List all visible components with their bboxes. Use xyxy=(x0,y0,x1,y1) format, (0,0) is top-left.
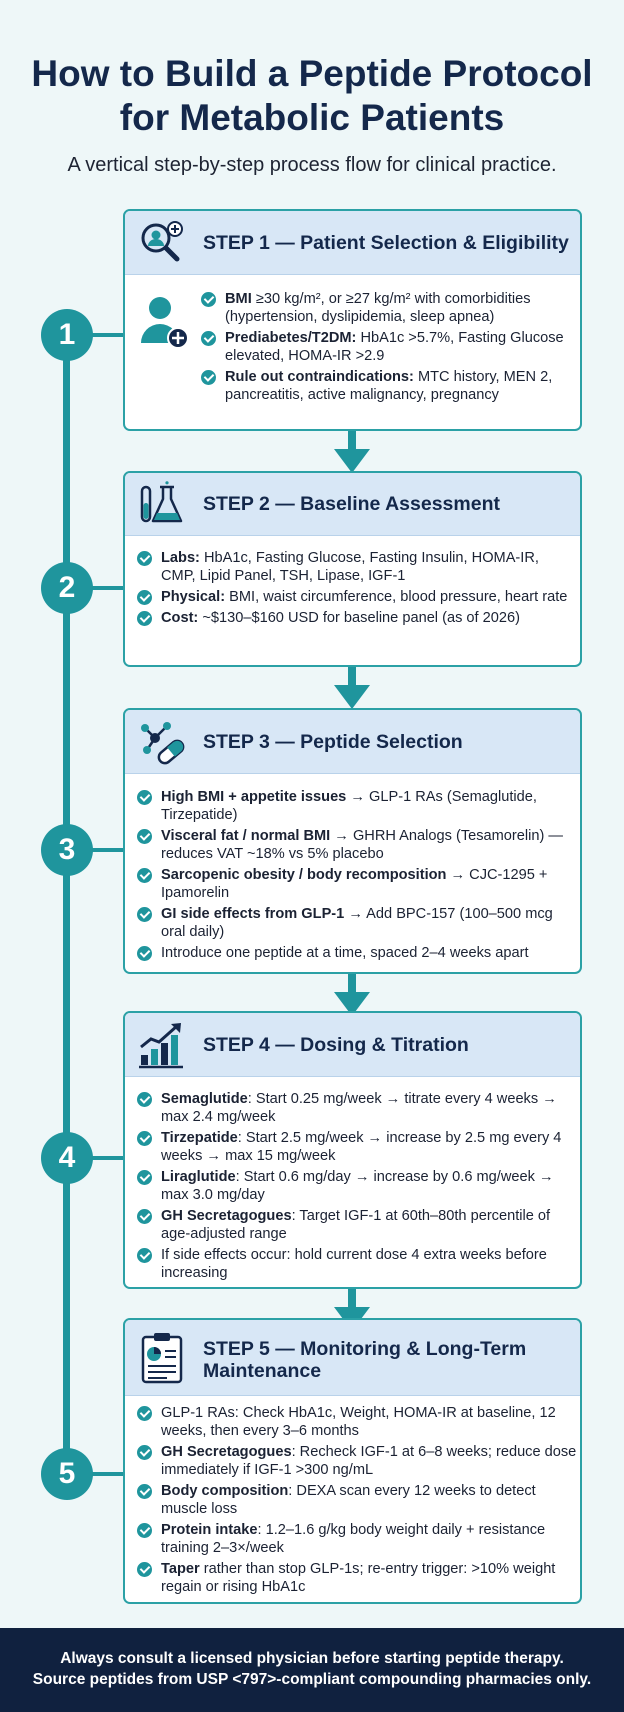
step-5-item-4: Protein intake: 1.2–1.6 g/kg body weight daily + resistance training 2–3×/week xyxy=(137,1521,577,1557)
step-5-item-3: Body composition: DEXA scan every 12 weeks to detect muscle loss xyxy=(137,1482,577,1518)
step-2-number: 2 xyxy=(41,562,93,614)
title-line-1: How to Build a Peptide Protocol xyxy=(31,53,593,94)
footer-line-1: Always consult a licensed physician before starting peptide therapy. xyxy=(60,1650,564,1667)
check-icon xyxy=(137,1523,152,1538)
molecule-capsule-icon xyxy=(137,718,185,766)
step-3-item-3: Sarcopenic obesity / body recomposition → CJC-1295 + Ipamorelin xyxy=(137,866,577,902)
step-2-list xyxy=(137,549,577,630)
step-5-item-2: GH Secretagogues: Recheck IGF-1 at 6–8 weeks; reduce dose immediately if IGF-1 >300 ng/mL xyxy=(137,1443,577,1479)
step-4-number: 4 xyxy=(41,1132,93,1184)
chart-growth-icon xyxy=(137,1021,185,1069)
step-4-title: STEP 4 — Dosing & Titration xyxy=(203,1033,469,1056)
step-1-header xyxy=(125,211,580,275)
check-icon xyxy=(137,907,152,922)
step-1-number: 1 xyxy=(41,309,93,361)
step-3-card xyxy=(123,708,582,974)
step-4-item-1: Semaglutide: Start 0.25 mg/week → titrate every 4 weeks → max 2.4 mg/week xyxy=(137,1090,577,1126)
flow-arrow-2-icon xyxy=(334,667,370,709)
patient-add-icon xyxy=(138,295,190,351)
clipboard-report-icon xyxy=(141,1332,183,1384)
check-icon xyxy=(137,590,152,605)
step-5-card xyxy=(123,1318,582,1604)
step-1-card xyxy=(123,209,582,431)
step-3-header xyxy=(125,710,580,774)
step-5-item-5: Taper rather than stop GLP-1s; re-entry trigger: >10% weight regain or rising HbA1c xyxy=(137,1560,577,1596)
page-subtitle: A vertical step-by-step process flow for clinical practice. xyxy=(67,154,557,176)
step-2-header xyxy=(125,473,580,536)
disclaimer-footer xyxy=(0,1628,624,1712)
step-4-item-2: Tirzepatide: Start 2.5 mg/week → increase by 2.5 mg every 4 weeks → max 15 mg/week xyxy=(137,1129,577,1165)
page-title xyxy=(0,52,624,140)
step-5-number: 5 xyxy=(41,1448,93,1500)
check-icon xyxy=(137,790,152,805)
flow-arrow-1-icon xyxy=(334,431,370,473)
check-icon xyxy=(137,1406,152,1421)
step-4-item-4: GH Secretagogues: Target IGF-1 at 60th–80th percentile of age-adjusted range xyxy=(137,1207,577,1243)
step-5-title: STEP 5 — Monitoring & Long-Term Maintenance xyxy=(203,1338,527,1382)
check-icon xyxy=(137,868,152,883)
check-icon xyxy=(201,292,216,307)
magnifier-user-plus-icon xyxy=(137,219,185,267)
check-icon xyxy=(137,946,152,961)
step-1-item-3: Rule out contraindications: MTC history, MEN 2, pancreatitis, active malignancy, pregnancy xyxy=(201,368,576,404)
lab-flask-icon xyxy=(137,481,185,529)
step-2-item-3: Cost: ~$130–$160 USD for baseline panel (as of 2026) xyxy=(137,609,577,627)
step-4-item-3: Liraglutide: Start 0.6 mg/day → increase by 0.6 mg/week → max 3.0 mg/day xyxy=(137,1168,577,1204)
check-icon xyxy=(137,1170,152,1185)
step-4-header xyxy=(125,1013,580,1077)
check-icon xyxy=(137,551,152,566)
check-icon xyxy=(137,1092,152,1107)
check-icon xyxy=(201,370,216,385)
step-2-item-2: Physical: BMI, waist circumference, blood pressure, heart rate xyxy=(137,588,577,606)
check-icon xyxy=(137,1445,152,1460)
step-1-item-2: Prediabetes/T2DM: HbA1c >5.7%, Fasting Glucose elevated, HOMA-IR >2.9 xyxy=(201,329,576,365)
check-icon xyxy=(137,1209,152,1224)
timeline-spine xyxy=(63,330,70,1475)
step-3-item-1: High BMI + appetite issues → GLP-1 RAs (Semaglutide, Tirzepatide) xyxy=(137,788,577,824)
step-2-card xyxy=(123,471,582,667)
step-1-item-1: BMI ≥30 kg/m², or ≥27 kg/m² with comorbidities (hypertension, dyslipidemia, sleep apnea) xyxy=(201,290,576,326)
step-3-item-2: Visceral fat / normal BMI → GHRH Analogs (Tesamorelin) — reduces VAT ~18% vs 5% placebo xyxy=(137,827,577,863)
flow-arrow-3-icon xyxy=(334,974,370,1016)
step-5-header xyxy=(125,1320,580,1396)
step-5-list xyxy=(137,1404,577,1599)
step-5-item-1: GLP-1 RAs: Check HbA1c, Weight, HOMA-IR at baseline, 12 weeks, then every 3–6 months xyxy=(137,1404,577,1440)
step-4-list xyxy=(137,1090,577,1285)
step-3-list xyxy=(137,788,577,965)
title-line-2: for Metabolic Patients xyxy=(119,97,505,138)
step-3-title: STEP 3 — Peptide Selection xyxy=(203,730,463,753)
step-2-item-1: Labs: HbA1c, Fasting Glucose, Fasting Insulin, HOMA-IR, CMP, Lipid Panel, TSH, Lipase, IGF-1 xyxy=(137,549,577,585)
check-icon xyxy=(137,829,152,844)
step-3-item-5: Introduce one peptide at a time, spaced 2–4 weeks apart xyxy=(137,944,577,962)
check-icon xyxy=(137,1248,152,1263)
footer-line-2: Source peptides from USP <797>-compliant compounding pharmacies only. xyxy=(32,1671,592,1688)
check-icon xyxy=(137,1562,152,1577)
step-1-list xyxy=(201,290,576,407)
check-icon xyxy=(137,1484,152,1499)
step-1-title: STEP 1 — Patient Selection & Eligibility xyxy=(203,231,569,254)
step-2-title: STEP 2 — Baseline Assessment xyxy=(203,493,500,515)
step-4-item-5: If side effects occur: hold current dose 4 extra weeks before increasing xyxy=(137,1246,577,1282)
check-icon xyxy=(201,331,216,346)
step-3-item-4: GI side effects from GLP-1 → Add BPC-157 (100–500 mcg oral daily) xyxy=(137,905,577,941)
step-3-number: 3 xyxy=(41,824,93,876)
step-4-card xyxy=(123,1011,582,1289)
check-icon xyxy=(137,611,152,626)
check-icon xyxy=(137,1131,152,1146)
